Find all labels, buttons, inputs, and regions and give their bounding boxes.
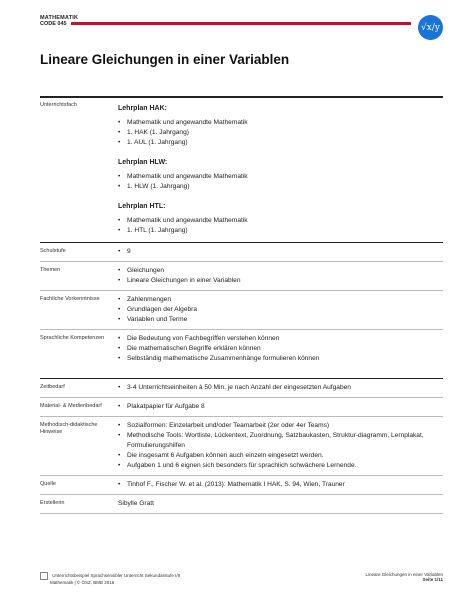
row-label: Unterrichtsfach xyxy=(40,102,77,108)
curriculum-group-htl xyxy=(118,202,443,236)
row-value xyxy=(118,101,443,236)
group-heading: Lehrplan HAK: xyxy=(118,105,167,112)
table-row-kompetenzen xyxy=(40,330,443,379)
group-heading: Lehrplan HTL: xyxy=(118,203,166,210)
list-item: • Sozialformen: Einzelarbeit und/oder Teamarbeit (2er oder 4er Teams) xyxy=(118,421,443,431)
row-value xyxy=(118,402,443,412)
row-label: Erstellerin xyxy=(40,500,65,506)
row-label: Material- & Medienbedarf xyxy=(40,403,102,409)
code-label: CODE 045 xyxy=(40,21,67,27)
list-item: • Aufgaben 1 und 6 eignen sich besonders für sprachlich schwächere Lernende. xyxy=(118,461,443,471)
row-value xyxy=(118,334,443,364)
table-row-vorkenntnisse xyxy=(40,291,443,330)
curriculum-group-hlw xyxy=(118,158,443,192)
row-value xyxy=(118,421,443,471)
footer-left-line1: Unterrichtsbeispiel Sprachsensibler Unterricht Sekundarstufe I/II xyxy=(52,573,181,579)
list-item: • 3-4 Unterrichtseinheiten à 50 Min. je nach Anzahl der eingesetzten Aufgaben xyxy=(118,383,443,393)
info-table xyxy=(40,97,443,514)
row-label: Fachliche Vorkenntnisse xyxy=(40,296,100,302)
list-item: • 1. AUL (1. Jahrgang) xyxy=(118,138,443,148)
page-title: Lineare Gleichungen in einer Variablen xyxy=(40,52,290,67)
list-item: • Methodische Tools: Wortliste, Lückentext, Zuordnung, Satzbaukasten, Struktur-diagramm, Lernplakat, Formulierungshilfen xyxy=(118,431,443,451)
page-number: Seite 1/11 xyxy=(422,577,443,582)
list-item: • Gleichungen xyxy=(118,266,443,276)
table-row-material xyxy=(40,398,443,417)
osz-logo-icon xyxy=(40,572,48,580)
list-item: • Tinhof F., Fischer W. et al. (2013): Mathematik I HAK, S. 94, Wien, Trauner xyxy=(118,480,443,490)
row-value xyxy=(118,266,443,286)
footer-left-line2: Mathematik | © ÖSZ, BMB 2016 xyxy=(50,580,115,585)
row-value xyxy=(118,383,443,393)
footer-right-line1: Lineare Gleichungen in einer Variablen xyxy=(365,572,443,577)
document-header xyxy=(40,15,438,27)
list-item: • 1. HLW (1. Jahrgang) xyxy=(118,182,443,192)
table-row-methodik xyxy=(40,417,443,476)
row-value xyxy=(118,480,443,490)
row-value xyxy=(118,295,443,325)
list-item: • Mathematik und angewandte Mathematik xyxy=(118,216,443,226)
table-row-quelle xyxy=(40,476,443,495)
math-logo-icon: √x/y xyxy=(418,15,443,40)
list-item: • Plakatpapier für Aufgabe 8 xyxy=(118,402,443,412)
list-item: • 1. HTL (1. Jahrgang) xyxy=(118,226,443,236)
curriculum-group-hak xyxy=(118,104,443,148)
list-item: • Die Bedeutung von Fachbegriffen verstehen können xyxy=(118,334,443,344)
row-label: Schulstufe xyxy=(40,248,66,254)
table-row-zeitbedarf xyxy=(40,379,443,398)
row-value xyxy=(118,247,443,257)
table-row-themen xyxy=(40,262,443,291)
list-item: • Selbständig mathematische Zusammenhänge formulieren können xyxy=(118,354,443,364)
subject-label: MATHEMATIK xyxy=(40,15,79,21)
list-item: • 9 xyxy=(118,247,443,257)
list-item: • Grundlagen der Algebra xyxy=(118,305,443,315)
row-value: Sibylle Gratt xyxy=(118,500,154,507)
list-item: • Die mathematischen Begriffe erklären können xyxy=(118,344,443,354)
list-item: • Zahlenmengen xyxy=(118,295,443,305)
table-row-erstellerin xyxy=(40,495,443,514)
list-item: • Mathematik und angewandte Mathematik xyxy=(118,118,443,128)
list-item: • Lineare Gleichungen in einer Variablen xyxy=(118,276,443,286)
group-heading: Lehrplan HLW: xyxy=(118,159,168,166)
list-item: • Die insgesamt 6 Aufgaben können auch einzeln eingesetzt werden. xyxy=(118,451,443,461)
row-label: Zeitbedarf xyxy=(40,384,65,390)
header-accent-bar xyxy=(71,22,411,25)
list-item: • Mathematik und angewandte Mathematik xyxy=(118,172,443,182)
table-row-schulstufe xyxy=(40,243,443,262)
table-row-unterrichtsfach xyxy=(40,97,443,243)
list-item: • Variablen und Terme xyxy=(118,315,443,325)
row-label: Sprachliche Kompetenzen xyxy=(40,335,105,341)
row-label: Themen xyxy=(40,267,61,273)
row-label: Methodisch-didaktische Hinweise xyxy=(40,422,98,435)
row-label: Quelle xyxy=(40,481,56,487)
list-item: • 1. HAK (1. Jahrgang) xyxy=(118,128,443,138)
